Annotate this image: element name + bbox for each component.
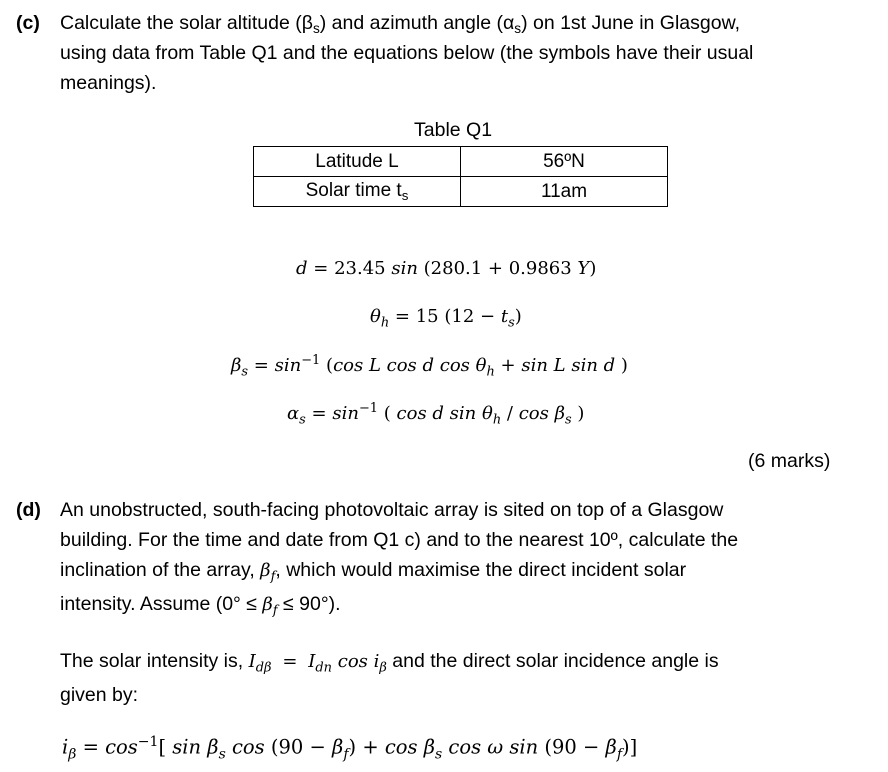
- table-q1: [253, 146, 668, 207]
- part-c-line-1: Calculate the solar altitude $(\beta_s)$ and azimuth angle $(\alpha_s)$ on 1st June in Glasgow,: [60, 12, 741, 37]
- given-by-text: given by:: [60, 684, 139, 706]
- equation-hour-angle: $\theta_h = 15$ $(12 - t_s)$: [370, 306, 522, 331]
- part-c-line-2: using data from Table Q1 and the equations below (the symbols have their usual: [60, 42, 754, 64]
- table-cell-param: Solar time $t_s$: [254, 177, 461, 207]
- intensity-line: The solar intensity is, $I_{d\beta} = I_{dn}$ $\cos i_\beta$ and the direct solar incidence angle is: [60, 650, 719, 676]
- table-row: [254, 177, 668, 207]
- part-d-label: (d): [16, 499, 41, 521]
- table-row: [254, 147, 668, 177]
- table-cell-value: 11am: [461, 177, 668, 207]
- part-d-line-2: building. For the time and date from Q1 c) and to the nearest 10º, calculate the: [60, 529, 739, 551]
- part-c-marks: (6 marks): [748, 450, 831, 472]
- table-title: Table Q1: [414, 119, 493, 141]
- equation-altitude: $\beta_s = \sin^{-1} (\cos$ L cos d $\cos \theta_h + \sin L$ sin d ): [231, 353, 628, 380]
- equation-incidence-angle: $i_\beta = \cos^{-1}$[ $\sin \beta_s$ $\cos (90 - \beta_f) + \cos \beta_s$ cos ω $\sin (90 - \beta_f)$]: [62, 734, 638, 763]
- part-c-label: (c): [16, 12, 40, 34]
- part-c-line-3: meanings).: [60, 72, 157, 94]
- equation-azimuth: $\alpha_s = \sin^{-1}$ ( cos d $\sin \theta_h$ / $\cos \beta_s$ ): [287, 401, 585, 428]
- table-cell-param: Latitude L: [254, 147, 461, 177]
- part-d-line-3: inclination of the array, $\beta_f$, which would maximise the direct incident solar: [60, 559, 687, 585]
- table-cell-value: 56ºN: [461, 147, 668, 177]
- part-d-line-4: intensity. Assume $(0^\circ \le \beta_f \le 90^\circ)$.: [60, 593, 341, 619]
- equation-declination: d = 23.45 sin (280.1 + 0.9863 Y): [296, 258, 597, 279]
- part-d-line-1: An unobstructed, south-facing photovoltaic array is sited on top of a Glasgow: [60, 499, 724, 521]
